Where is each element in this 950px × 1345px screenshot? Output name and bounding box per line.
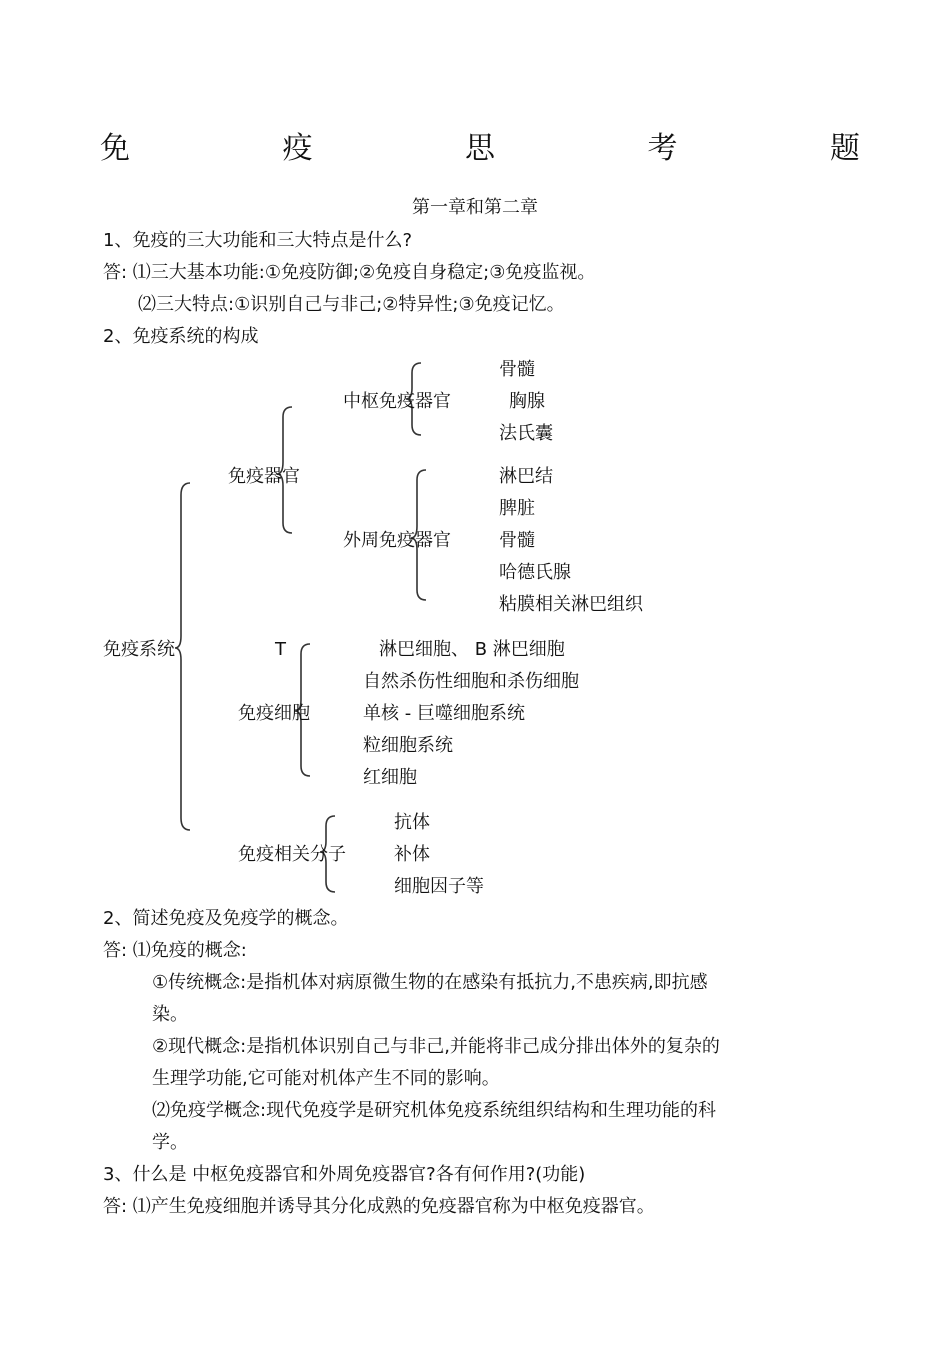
answer-1-features: ⑵三大特点:①识别自己与非己;②特异性;③免疫记忆。 [138, 294, 565, 315]
immunology-concept-line2: 学。 [152, 1132, 188, 1153]
document-title [100, 130, 860, 168]
peripheral-organs-label: 外周免疫器官 [343, 530, 451, 551]
peripheral-organ-item: 脾脏 [499, 498, 535, 519]
answer-concepts-head: 答: ⑴免疫的概念: [103, 940, 247, 961]
peripheral-organ-item: 淋巴结 [499, 466, 553, 487]
central-organs-label: 中枢免疫器官 [343, 391, 451, 412]
immune-molecules-label: 免疫相关分子 [238, 844, 346, 865]
question-concepts: 2、简述免疫及免疫学的概念。 [103, 908, 349, 929]
title-char: 疫 [282, 131, 313, 166]
central-organ-item: 胸腺 [509, 391, 545, 412]
immune-system-label: 免疫系统 [103, 639, 175, 660]
traditional-concept-line1: ①传统概念:是指机体对病原微生物的在感染有抵抗力,不患疾病,即抗感 [152, 972, 708, 993]
immune-cell-item: 单核 - 巨噬细胞系统 [363, 703, 525, 724]
immune-cell-item: 自然杀伤性细胞和杀伤细胞 [363, 671, 579, 692]
title-char: 题 [830, 131, 860, 166]
brace-immune-system [175, 483, 190, 830]
question-2: 2、免疫系统的构成 [103, 326, 259, 347]
chapter-heading: 第一章和第二章 [412, 197, 538, 218]
immune-molecule-item: 抗体 [394, 812, 430, 833]
modern-concept-line2: 生理学功能,它可能对机体产生不同的影响。 [152, 1068, 500, 1089]
immune-molecule-item: 细胞因子等 [394, 876, 484, 897]
title-char: 思 [465, 131, 495, 166]
title-char: 免 [100, 131, 130, 166]
immune-cell-item: 淋巴细胞、 B 淋巴细胞 [379, 639, 565, 660]
immune-cell-item: 粒细胞系统 [363, 735, 453, 756]
question-3: 3、什么是 中枢免疫器官和外周免疫器官?各有何作用?(功能) [103, 1164, 586, 1185]
answer-1-functions: 答: ⑴三大基本功能:①免疫防御;②免疫自身稳定;③免疫监视。 [103, 262, 596, 283]
central-organ-item: 法氏囊 [499, 423, 553, 444]
question-1: 1、免疫的三大功能和三大特点是什么? [103, 230, 413, 251]
central-organ-item: 骨髓 [499, 359, 535, 380]
immunology-concept-line1: ⑵免疫学概念:现代免疫学是研究机体免疫系统组织结构和生理功能的科 [152, 1100, 717, 1121]
answer-3: 答: ⑴产生免疫细胞并诱导其分化成熟的免疫器官称为中枢免疫器官。 [103, 1196, 655, 1217]
peripheral-organ-item: 骨髓 [499, 530, 535, 551]
immune-cell-item: 红细胞 [363, 767, 417, 788]
immune-molecule-item: 补体 [394, 844, 430, 865]
immune-organs-label: 免疫器官 [228, 466, 300, 487]
modern-concept-line1: ②现代概念:是指机体识别自己与非己,并能将非己成分排出体外的复杂的 [152, 1036, 720, 1057]
title-char: 考 [647, 131, 678, 166]
peripheral-organ-item: 粘膜相关淋巴组织 [499, 594, 643, 615]
traditional-concept-line2: 染。 [152, 1004, 188, 1025]
t-prefix: T [275, 639, 286, 660]
peripheral-organ-item: 哈德氏腺 [499, 562, 571, 583]
immune-cells-label: 免疫细胞 [238, 703, 310, 724]
